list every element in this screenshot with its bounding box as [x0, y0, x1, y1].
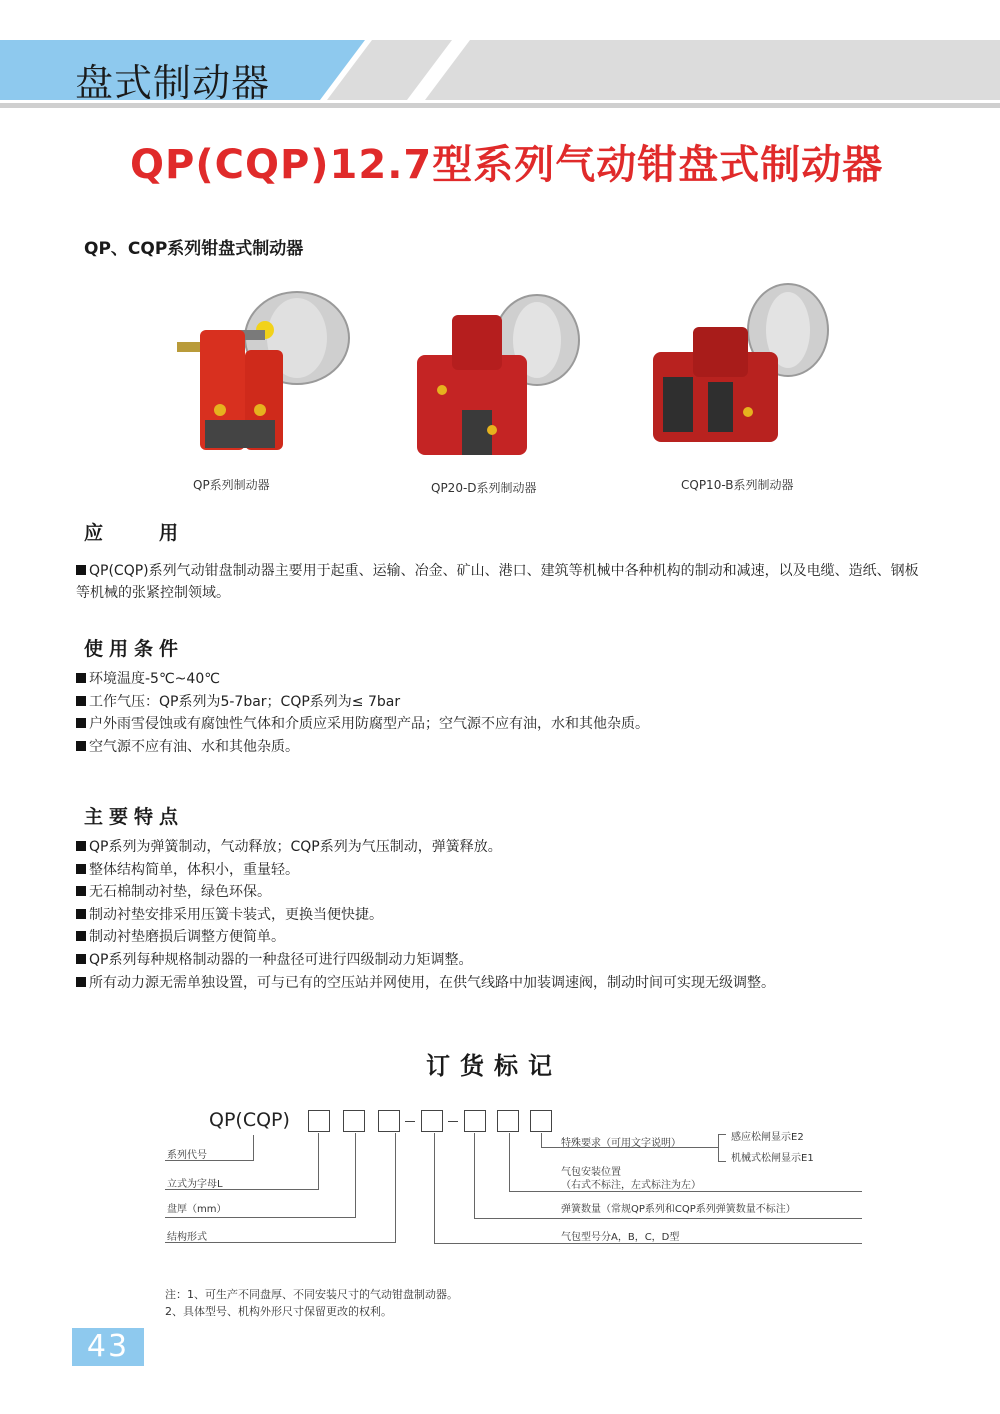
list-item: 无石棉制动衬垫，绿色环保。 [76, 881, 775, 904]
order-label: （右式不标注，左式标注为左） [561, 1180, 701, 1191]
list-item: 制动衬垫磨损后调整方便简单。 [76, 926, 775, 949]
bullet-square [76, 565, 86, 575]
order-label: 机械式松闸显示E1 [731, 1153, 814, 1164]
photo-caption: QP系列制动器 [193, 478, 270, 492]
list-item: 环境温度-5℃~40℃ [76, 668, 649, 691]
code-box [497, 1110, 519, 1132]
leader-line [253, 1135, 254, 1161]
code-box [308, 1110, 330, 1132]
order-label: 气包安装位置 [561, 1167, 621, 1178]
order-label: 盘厚（mm） [167, 1204, 227, 1215]
features-heading: 主要特点 [84, 806, 185, 828]
list-item: 空气源不应有油、水和其他杂质。 [76, 736, 649, 759]
list-item: 工作气压：QP系列为5-7bar；CQP系列为≤ 7bar [76, 691, 649, 714]
leader-line [395, 1133, 396, 1243]
code-box [343, 1110, 365, 1132]
leader-line [474, 1218, 862, 1219]
leader-line [434, 1133, 435, 1244]
brake-photo-icon [412, 290, 592, 460]
list-item: 整体结构简单，体积小，重量轻。 [76, 859, 775, 882]
features-list [76, 836, 775, 994]
photo-caption: QP20-D系列制动器 [431, 481, 537, 495]
list-item: QP系列为弹簧制动，气动释放；CQP系列为气压制动，弹簧释放。 [76, 836, 775, 859]
application-text [76, 560, 926, 604]
list-item: 制动衬垫安排采用压簧卡装式，更换当便快捷。 [76, 904, 775, 927]
conditions-heading: 使用条件 [84, 638, 185, 660]
leader-line [509, 1191, 862, 1192]
order-label: 系列代号 [167, 1150, 207, 1161]
list-item: 户外雨雪侵蚀或有腐蚀性气体和介质应采用防腐型产品；空气源不应有油，水和其他杂质。 [76, 713, 649, 736]
order-label: 感应松闸显示E2 [731, 1132, 804, 1143]
leader-line [165, 1217, 356, 1218]
page-title: QP(CQP)12.7型系列气动钳盘式制动器 [130, 142, 884, 188]
leader-line [474, 1133, 475, 1219]
application-heading: 应 用 [84, 522, 185, 544]
note-line: 2、具体型号、机构外形尺寸保留更改的权利。 [165, 1305, 392, 1318]
code-box [530, 1110, 552, 1132]
leader-line [318, 1133, 319, 1190]
leader-line [355, 1133, 356, 1218]
application-body: QP(CQP)系列气动钳盘制动器主要用于起重、运输、冶金、矿山、港口、建筑等机械中各种机构的制动和减速，以及电缆、造纸、钢板等机械的张紧控制领域。 [76, 563, 919, 601]
page-number: 43 [86, 1329, 130, 1364]
leader-line [434, 1243, 862, 1244]
order-label: 弹簧数量（常规QP系列和CQP系列弹簧数量不标注） [561, 1204, 796, 1215]
section-title: 盘式制动器 [75, 61, 271, 105]
note-line: 注：1、可生产不同盘厚、不同安装尺寸的气动钳盘制动器。 [165, 1288, 458, 1301]
code-dash [448, 1121, 458, 1122]
list-item: QP系列每种规格制动器的一种盘径可进行四级制动力矩调整。 [76, 949, 775, 972]
series-subtitle: QP、CQP系列钳盘式制动器 [84, 239, 304, 259]
leader-line [509, 1133, 510, 1192]
conditions-list [76, 668, 649, 758]
order-code-prefix: QP(CQP) [209, 1109, 290, 1131]
code-box [464, 1110, 486, 1132]
leader-line [718, 1134, 726, 1135]
code-box [421, 1110, 443, 1132]
brake-photo-icon [648, 282, 838, 457]
order-label: 气包型号分A，B，C，D型 [561, 1232, 680, 1243]
leader-line [541, 1133, 542, 1148]
leader-line [718, 1161, 726, 1162]
order-label: 结构形式 [167, 1232, 207, 1243]
code-dash [405, 1121, 415, 1122]
order-heading: 订货标记 [426, 1052, 562, 1080]
photo-caption: CQP10-B系列制动器 [681, 478, 794, 492]
brake-photo-icon [165, 290, 365, 460]
order-label: 立式为字母L [167, 1179, 223, 1190]
code-box [378, 1110, 400, 1132]
order-label: 特殊要求（可用文字说明） [561, 1138, 681, 1149]
list-item: 所有动力源无需单独设置，可与已有的空压站并网使用，在供气线路中加装调速阀，制动时间可实现无级调整。 [76, 972, 775, 995]
leader-line [718, 1134, 719, 1162]
